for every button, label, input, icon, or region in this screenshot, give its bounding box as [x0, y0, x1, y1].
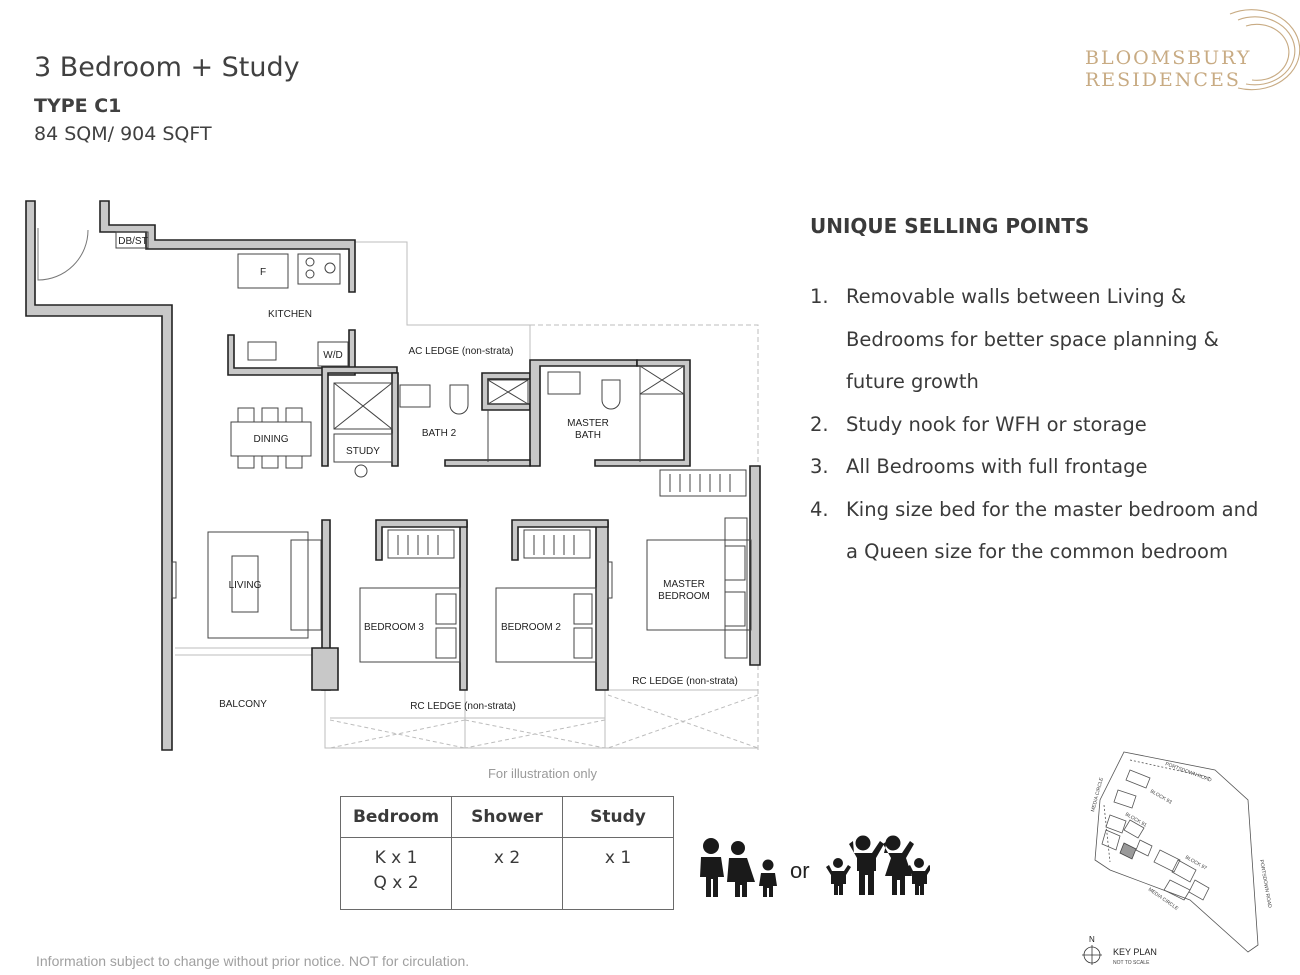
key-plan-title: KEY PLAN [1113, 947, 1157, 957]
page-title: 3 Bedroom + Study [34, 52, 300, 83]
unit-location-marker [1120, 843, 1136, 859]
logo-line2: RESIDENCES [1085, 69, 1241, 91]
spec-table [340, 796, 674, 910]
spec-bedroom-cell [341, 838, 452, 910]
label-wd: W/D [323, 350, 343, 361]
or-label: or [790, 858, 810, 883]
road-portsdown-top: PORTSDOWN ROAD [1164, 761, 1213, 784]
unit-area: 84 SQM/ 904 SQFT [34, 123, 212, 145]
label-living: LIVING [228, 580, 262, 591]
label-master-bedroom-2: BEDROOM [658, 591, 710, 602]
plan-fixtures [116, 232, 751, 662]
road-media-circle-bottom: MEDIA CIRCLE [1146, 886, 1180, 912]
usp-text: King size bed for the master bedroom and a Queen size for the common bedroom [846, 497, 1259, 563]
illustration-note: For illustration only [487, 766, 598, 781]
label-kitchen: KITCHEN [268, 309, 312, 320]
label-fridge: F [259, 267, 267, 278]
spec-header: Shower [452, 797, 563, 838]
usp-text: Removable walls between Living & Bedrooms for better space planning & future growth [846, 285, 1219, 393]
north-arrow-icon [1082, 945, 1102, 965]
block-97: BLOCK 97 [1184, 854, 1208, 872]
label-rc-ledge-bottom: RC LEDGE (non-strata) [410, 701, 516, 712]
label-bedroom2: BEDROOM 2 [500, 622, 562, 633]
block-93: BLOCK 93 [1149, 788, 1173, 806]
spec-header: Bedroom [341, 797, 452, 838]
usp-number: 2. [810, 412, 829, 436]
family-of-three-icon [695, 835, 780, 897]
label-master-bath-2: BATH [575, 430, 601, 441]
north-label: N [1089, 935, 1095, 944]
label-dbst: DB/ST [118, 236, 148, 247]
spec-header-row [341, 797, 674, 838]
disclaimer: Information subject to change without prior notice. NOT for circulation. [36, 953, 470, 969]
spec-bedroom-queen: Q x 2 [373, 873, 419, 893]
label-balcony: BALCONY [219, 699, 267, 710]
label-bath2: BATH 2 [421, 428, 457, 439]
usp-text: All Bedrooms with full frontage [846, 455, 1148, 478]
block-91: BLOCK 91 [1124, 811, 1148, 829]
usp-heading: UNIQUE SELLING POINTS [810, 214, 1090, 238]
label-ac-ledge: AC LEDGE (non-strata) [408, 346, 514, 357]
label-bedroom3: BEDROOM 3 [363, 622, 425, 633]
spec-value-row [341, 838, 674, 910]
usp-item [810, 489, 1270, 574]
label-master-bath-1: MASTER [567, 418, 609, 429]
bloomsbury-logo [1080, 6, 1300, 96]
label-rc-ledge-right: RC LEDGE (non-strata) [632, 676, 738, 687]
floor-plan [20, 195, 765, 760]
usp-text: Study nook for WFH or storage [846, 412, 1147, 436]
unit-type: TYPE C1 [34, 95, 122, 117]
usp-list [810, 276, 1270, 574]
spec-bedroom-king: K x 1 [374, 848, 418, 868]
usp-number: 1. [810, 285, 829, 308]
road-portsdown-right: PORTSDOWN ROAD [1258, 859, 1273, 909]
label-study: STUDY [346, 446, 380, 457]
usp-number: 4. [810, 497, 829, 521]
road-media-circle-left: MEDIA CIRCLE [1090, 776, 1106, 813]
entry-door-icon [38, 228, 88, 280]
usp-item [810, 446, 1270, 489]
key-plan [1070, 745, 1280, 970]
spec-shower-cell: x 2 [452, 838, 563, 910]
logo-line1: BLOOMSBURY [1085, 47, 1252, 69]
site-boundary [1095, 752, 1258, 952]
label-master-bedroom-1: MASTER [663, 579, 705, 590]
family-of-four-icon [826, 833, 930, 895]
usp-item [810, 404, 1270, 447]
label-dining: DINING [253, 434, 289, 445]
key-plan-subtitle: NOT TO SCALE [1113, 960, 1150, 966]
plan-walls [26, 201, 760, 750]
spec-study-cell: x 1 [563, 838, 674, 910]
usp-item [810, 276, 1270, 404]
usp-number: 3. [810, 455, 829, 478]
spec-header: Study [563, 797, 674, 838]
